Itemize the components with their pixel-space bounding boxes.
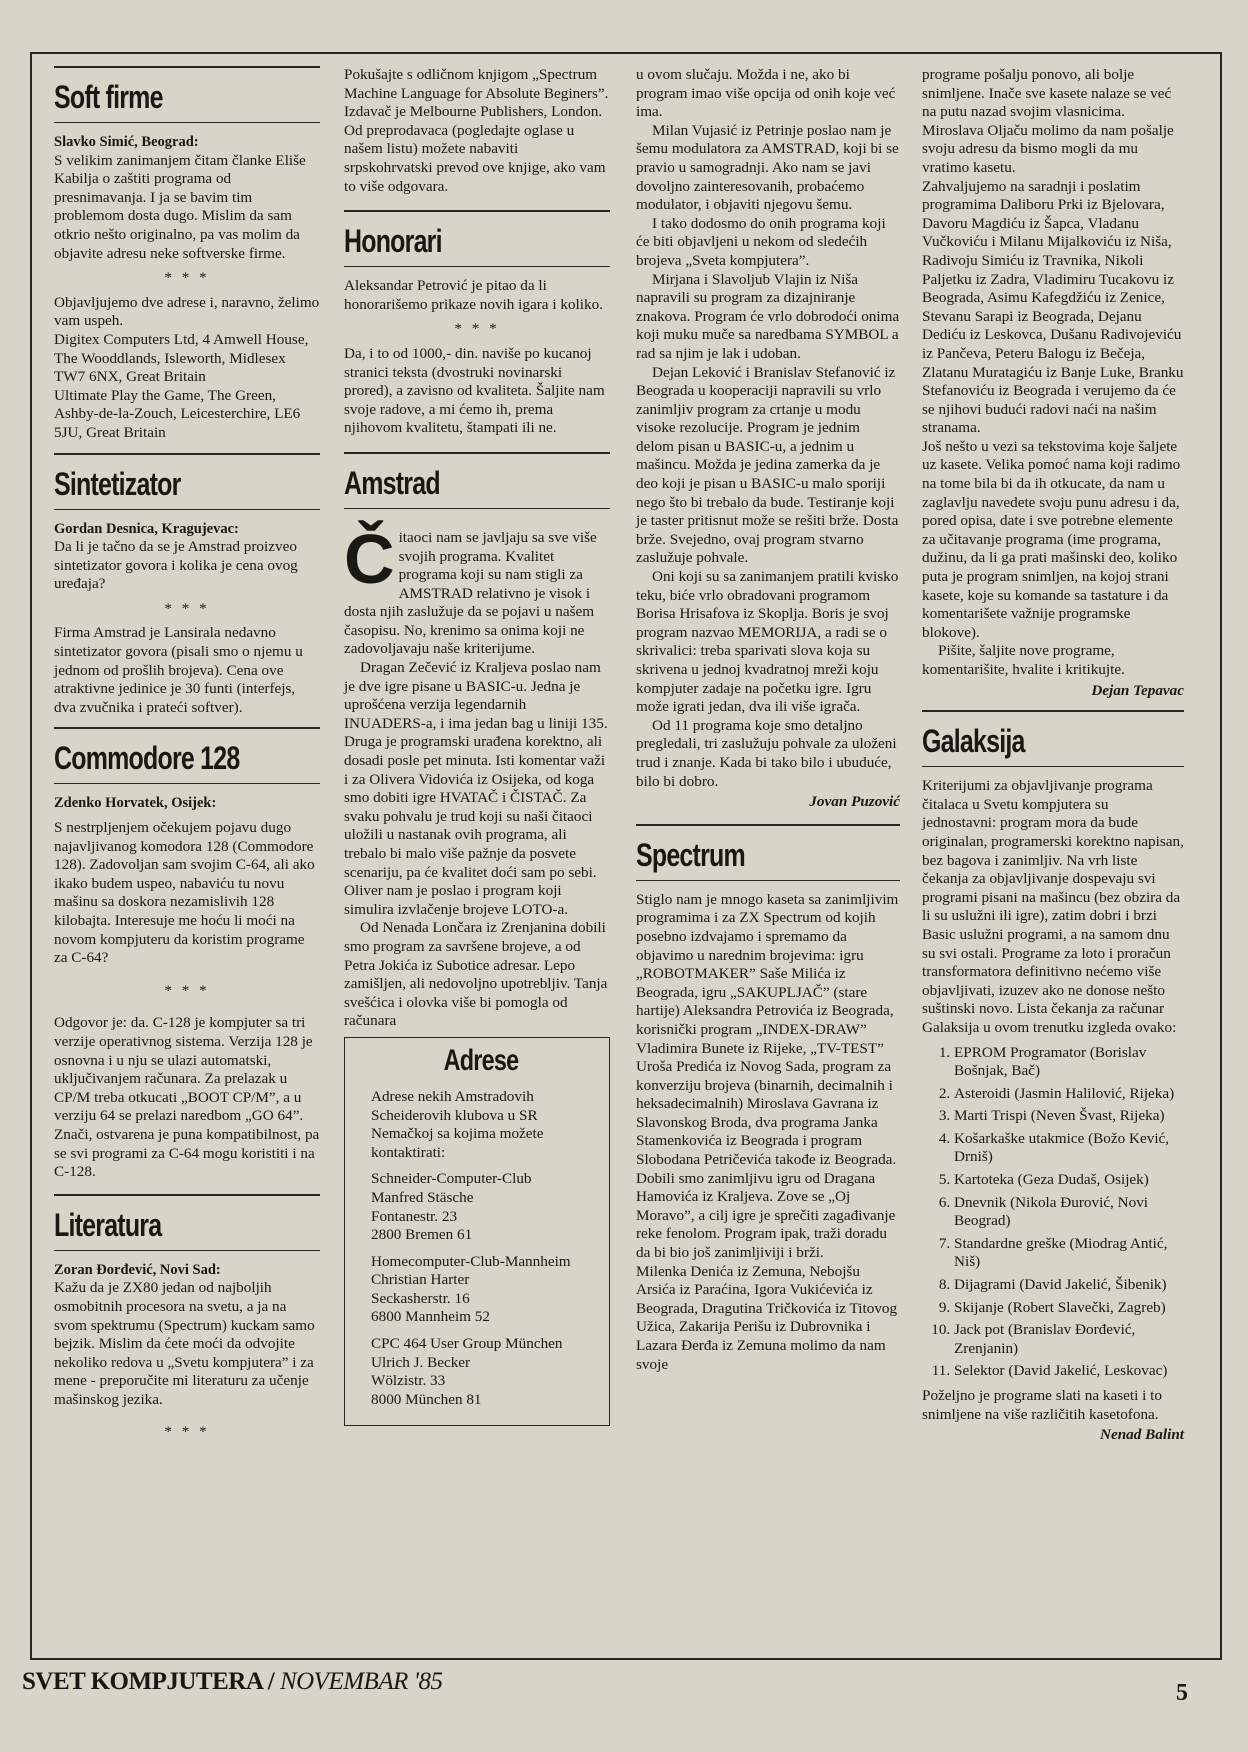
letter-author: Slavko Simić, Beograd:: [54, 134, 199, 150]
article-paragraph: u ovom slučaju. Možda i ne, ako bi program imao više opcija od onih koje već ima.: [636, 66, 896, 121]
article-paragraph: Dragan Zečević iz Kraljeva poslao nam je dve igre pisane u BASIC-u. Jedna je uprošćena verzija legendarnih INUADERS-a, i ima jedan bag u liniji 135. Druga je programski urađena korektno, ali dosadi posle pet minuta. Isti komentar važi i za Olivera Vidovića iz Osijeka, od koga smo dobiti igre HVATAČ i ČISTAČ. Za svaku pohvalu je trud koji su naši čitaoci uložili u nastanak ovih programa, ali trebalo bi malo više pažnje da posvete scenariju, pa će kvalitet doći sam po sebi. Oliver nam je poslao i program koji simulira izvlačenje brojeve LOTO-a.: [344, 659, 608, 918]
heading-soft-firme: Soft firme: [54, 79, 163, 115]
waiting-list-item: 7. Standardne greške (Miodrag Antić, Niš): [954, 1235, 1184, 1272]
waiting-list-item: 8. Dijagrami (David Jakelić, Šibenik): [954, 1276, 1184, 1295]
letter-question: S nestrpljenjem očekujem pojavu dugo najavljivanog komodora 128 (Commodore 128). Zadovoljan sam svojim C-64, ali ako ikako budem uspeo, nabaviću tu novu mašinu sa doskora nezamislivih 128 kilobajta. Interesuje me hoću li moći na novom kompjuteru da koristim programe za C-64?: [54, 819, 315, 967]
waiting-list: [922, 1044, 1184, 1382]
heading-honorari: Honorari: [344, 223, 442, 260]
club-address: CPC 464 User Group München Ulrich J. Becker Wölzistr. 33 8000 München 81: [371, 1335, 563, 1408]
article-paragraph: Dejan Leković i Branislav Stefanović iz Beograda u kooperaciji napravili su vrlo zanimljiv program za crtanje u modu visoke rezolucije. Program je jednim delom pisan u BASIC-u, a jednim u mašincu. Možda je jedina zamerka da je deo koji je pisan u BASIC-u malo sporiji nego što bi trebalo da bude. Testiranje koji je taster pritisnut može se rešiti brže. Dosta brže. Svejedno, ovaj program stvarno zaslužuje pohvale.: [636, 363, 899, 567]
letter-author: Zoran Đorđević, Novi Sad:: [54, 1261, 221, 1278]
answer-text: Pokušajte s odličnom knjigom „Spectrum Machine Language for Absolute Beginers”. Izdavač je Melbourne Publishers, London. Od preprodavaca (pogledajte oglase u našem listu) možete nabaviti srpskohrvatski prevod ove knjige, ako vam to više odgovara.: [344, 66, 609, 195]
column-1: [54, 66, 320, 1448]
club-address: Schneider-Computer-Club Manfred Stäsche Fontanestr. 23 2800 Bremen 61: [371, 1170, 532, 1244]
heading-spectrum: Spectrum: [636, 836, 745, 873]
heading-adrese: Adrese: [443, 1043, 519, 1077]
article-paragraph: Čitaoci nam se javljaju sa sve više svojih programa. Kvalitet programa koji su nam stigli za AMSTRAD relativno je visok i dosta njih zaslužuje da se pojavi u našem časopisu. No, krenimo sa onima koji ne zadovoljavaju naše kriterijume.: [344, 519, 597, 658]
article-paragraph: Poželjno je programe slati na kaseti i to snimljene na više različitih kasetofona.: [922, 1387, 1162, 1423]
footer-separator: /: [262, 1668, 280, 1695]
article-paragraph: Kriterijumi za objavljivanje programa čitalaca u Svetu kompjutera su jednostavni: program mora da bude originalan, programerski korektno napisan, bez bagova i zanimljiv. Na vrh liste čekanja za objavljivanje dospevaju svi programi pisani na mašincu (bez obzira da li su uslužni ili igre), zatim dobri i brzi Basic uslužni programi, a na samom dnu su svi ostali. Programe za loto i proračun transformatora definitivno nećemo više objavljivati, izuzev ako ne donose nešto suštinski novo. Lista čekanja za računar Galaksija u ovom trenutku izgleda ovako:: [922, 777, 1184, 1036]
heading-commodore-128: Commodore 128: [54, 740, 240, 777]
answer-text: Objavljujemo dve adrese i, naravno, želimo vam uspeh.: [54, 293, 320, 330]
author-signature: Dejan Tepavac: [1091, 681, 1184, 699]
letter-author: Gordan Desnica, Kragujevac:: [54, 520, 239, 537]
article-paragraph: Milan Vujasić iz Petrinje poslao nam je šemu modulatora za AMSTRAD, koji bi se pravio u samogradnji. Ako nam se javi dovoljno zainteresovanih, probaćemo modulator, i objaviti njegovu šemu.: [636, 121, 899, 214]
column-2: [344, 66, 610, 1426]
waiting-list-item: 2. Asteroidi (Jasmin Halilović, Rijeka): [954, 1085, 1184, 1104]
article-paragraph: Dobili smo zanimljivu igru od Dragana Hamovića iz Kraljeva. Zove se „Oj Moravo”, a cilj igre je sprečiti zagađivanje reke fenolom. Program ipak, traži doradu da bi bio još zanimljiviji i brži.: [636, 1169, 896, 1262]
article-paragraph: Od Nenada Lončara iz Zrenjanina dobili smo program za savršene brojeve, a od Petra Jokića iz Subotice adresar. Lepo zamišljen, ali nedovoljno upotrebljiv. Tanja svešćica i olovka više bi pomogla od računara: [344, 919, 608, 1030]
magazine-name: SVET KOMPJUTERA: [22, 1668, 262, 1695]
addresses-box: [344, 1037, 610, 1427]
separator: * * *: [164, 1423, 210, 1441]
waiting-list-item: 4. Košarkaške utakmice (Božo Kević, Drniš): [954, 1130, 1184, 1167]
waiting-list-item: 6. Dnevnik (Nikola Đurović, Novi Beograd): [954, 1194, 1184, 1231]
page-number: 5: [1176, 1680, 1188, 1706]
box-intro: Adrese nekih Amstradovih Scheiderovih klubova u SR Nemačkoj sa kojima možete kontaktirati:: [371, 1087, 544, 1161]
waiting-list-item: 5. Kartoteka (Geza Dudaš, Osijek): [954, 1171, 1184, 1190]
article-paragraph: Stiglo nam je mnogo kaseta sa zanimljivim programima i za ZX Spectrum od kojih posebno izdvajamo i spremamo da objavimo u narednim brojevima: igru „ROBOTMAKER” Saše Milića iz Beograda, igru „SAKUPLJAČ” (stare hartije) Aleksandra Petrovića iz Beograda, korisnički program „INDEX-DRAW” Vladimira Bunete iz Rijeke, „TV-TEST” Uroša Predića iz Novog Sada, program za konverziju brojeva (binarnih, decimalnih i heksadecimalnih) Miroslava Gavrana iz Slavonskog Broda, dva programa Janka Stamenkovića iz Beograda i program Slobodana Petričevića takođe iz Beograda.: [636, 890, 899, 1169]
letter-question: Aleksandar Petrović je pitao da li honorarišemo prikaze novih igara i koliko.: [344, 277, 603, 313]
page-footer: [22, 1668, 442, 1696]
waiting-list-item: 3. Marti Trispi (Neven Švast, Rijeka): [954, 1107, 1184, 1126]
article-paragraph: Mirjana i Slavoljub Vlajin iz Niša napravili su program za dizajniranje znakova. Program će vrlo dobrodoći onima koji muku muče sa naredbama SYMBOL a rad sa njim je lak i udoban.: [636, 270, 900, 362]
column-3: [636, 66, 900, 1374]
answer-text: Odgovor je: da. C-128 je kompjuter sa tri verzije operativnog sistema. Verzija 128 je osnovna i u nju se ulazi automatski, uključivanjem računara. Za prelazak u CP/M treba otkucati „BOOT CP/M”, a u verziju 64 se prelazi naredbom „GO 64”. Znači, ostvarena je puna kompatibilnost, pa se svi programi za C-64 mogu koristiti i na C-128.: [54, 1014, 320, 1181]
separator: * * *: [164, 981, 210, 999]
separator: * * *: [164, 599, 210, 617]
author-signature: Jovan Puzović: [809, 793, 900, 811]
article-paragraph: Još nešto u vezi sa tekstovima koje šaljete uz kasete. Velika pomoć nama koji radimo na tome bila bi da ih otkucate, da nam u zaglavlju navedete svoju punu adresu i da, pored opisa, date i sve potrebne elemente za učitavanje programa (ime programa, dužinu, da li ga prati mašinski deo, koliko puta je program snimljen, na kojoj strani kasete, koje su komande sa tastature i da komentarišete važnije programske blokove).: [922, 437, 1181, 641]
article-paragraph: Zahvaljujemo na saradnji i poslatim programima Daliboru Prki iz Bjelovara, Davoru Magdiću iz Šapca, Vladanu Vučkoviću i Milanu Mijalkoviću iz Niša, Radivoju Simiću iz Travnika, Nikoli Paljetku iz Zadra, Vladimiru Tucakovu iz Beograda, Asimu Kafegdžiću iz Zenice, Stevanu Sarapi iz Beograda, Dejanu Dediću iz Leskovca, Dušanu Radivojeviću iz Pančeva, Peteru Balogu iz Bečeja, Zlatanu Muratagiću iz Banje Luke, Branku Stefanoviću iz Beograda i verujemo da će se njihovi budući radovi naći na našim stranama.: [922, 177, 1184, 437]
article-paragraph: I tako dodosmo do onih programa koji će biti objavljeni u nekom od sledećih brojeva „Sveta kompjutera”.: [636, 214, 886, 269]
heading-sintetizator: Sintetizator: [54, 465, 181, 502]
separator: * * *: [454, 320, 500, 338]
column-4: [922, 66, 1184, 1445]
address-text: Digitex Computers Ltd, 4 Amwell House, The Wooddlands, Isleworth, Midlesex TW7 6NX, Great Britain: [54, 330, 309, 386]
article-paragraph: Oni koji su sa zanimanjem pratili kvisko teku, biće vrlo obradovani programom Borisa Hrisafova iz Skoplja. Boris je svoj program nazvao MEMORIJA, a radi se o skrivalici: treba sparivati slova koja su skrivena u jednoj kvadratnoj mreži koju kompjuter zadaje na početku igre. Igru može igrati jedan, dva ili više igrača.: [636, 568, 899, 716]
letter-question: S velikim zanimanjem čitam članke Eliše Kabilja o zaštiti programa od presnimavanja. I ja se bavim tim problemom dosta dugo. Mislim da sam otkrio nešto originalno, pa vas molim da objavite adresu neke softverske firme.: [54, 151, 306, 262]
drop-cap: Č: [344, 519, 395, 598]
letter-author: Zdenko Horvatek, Osijek:: [54, 795, 217, 812]
heading-galaksija: Galaksija: [922, 723, 1025, 760]
answer-text: Firma Amstrad je Lansirala nedavno sintetizator govora (pisali smo o njemu u jednom od prošlih brojeva). Cena ove atraktivne jedinice je 30 funti (interfejs, dva zvučnika i prateći softver).: [54, 624, 303, 716]
letter-question: Kažu da je ZX80 jedan od najboljih osmobitnih procesora na svetu, a ja na svom spektrumu (Spectrum) kuckam samo bejzik. Mislim da ćete moći da odvojite nekoliko redova u „Svetu kompjutera” i za mene - preporučite mi literaturu za učenje mašinskog jezika.: [54, 1279, 315, 1408]
club-address: Homecomputer-Club-Mannheim Christian Harter Seckasherstr. 16 6800 Mannheim 52: [371, 1252, 571, 1326]
waiting-list-item: 11. Selektor (David Jakelić, Leskovac): [954, 1362, 1184, 1381]
waiting-list-item: 9. Skijanje (Robert Slavečki, Zagreb): [954, 1299, 1184, 1318]
heading-literatura: Literatura: [54, 1206, 162, 1243]
article-paragraph: Milenka Denića iz Zemuna, Nebojšu Arsića iz Paraćina, Igora Vukićevića iz Beograda, Dragutina Tričkovića iz Titovog Užica, Zakarija Perišu iz Dubrovnika i Lazara Đerđa iz Zemuna molimo da nam svoje: [636, 1262, 898, 1373]
article-paragraph: Pišite, šaljite nove programe, komentarišite, hvalite i kritikujte.: [922, 642, 1125, 678]
author-signature: Nenad Balint: [1100, 1426, 1184, 1444]
waiting-list-item: 10. Jack pot (Branislav Đorđević, Zrenjanin): [954, 1321, 1184, 1358]
address-text: Ultimate Play the Game, The Green, Ashby-de-la-Zouch, Leicesterchire, LE6 5JU, Great Britain: [54, 386, 301, 441]
article-paragraph: programe pošalju ponovo, ali bolje snimljene. Inače sve kasete nalaze se već na putu nazad svojim vlasnicima. Miroslava Oljaču molimo da nam pošalje svoju adresu da bismo mogli da mu vratimo kasetu.: [922, 66, 1174, 176]
article-paragraph: Od 11 programa koje smo detaljno pregledali, tri zaslužuju pohvale za uloženi trud i znanje. Kada bi tako bilo i ubuduće, bilo bi dobro.: [636, 716, 897, 790]
answer-text: Da, i to od 1000,- din. naviše po kucanoj stranici teksta (dvostruki novinarski prored), a zavisno od kvaliteta. Šaljite nam svoje radove, a mi ćemo ih, prema njihovom kvalitetu, štampati ili ne.: [344, 344, 605, 437]
heading-amstrad: Amstrad: [344, 464, 440, 501]
waiting-list-item: 1. EPROM Programator (Borislav Bošnjak, Bač): [954, 1044, 1184, 1081]
issue-month: NOVEMBAR '85: [279, 1668, 443, 1695]
letter-question: Da li je tačno da se je Amstrad proizveo sintetizator govora i kolika je cena ovog uređaja?: [54, 538, 298, 593]
separator: * * *: [164, 269, 210, 287]
